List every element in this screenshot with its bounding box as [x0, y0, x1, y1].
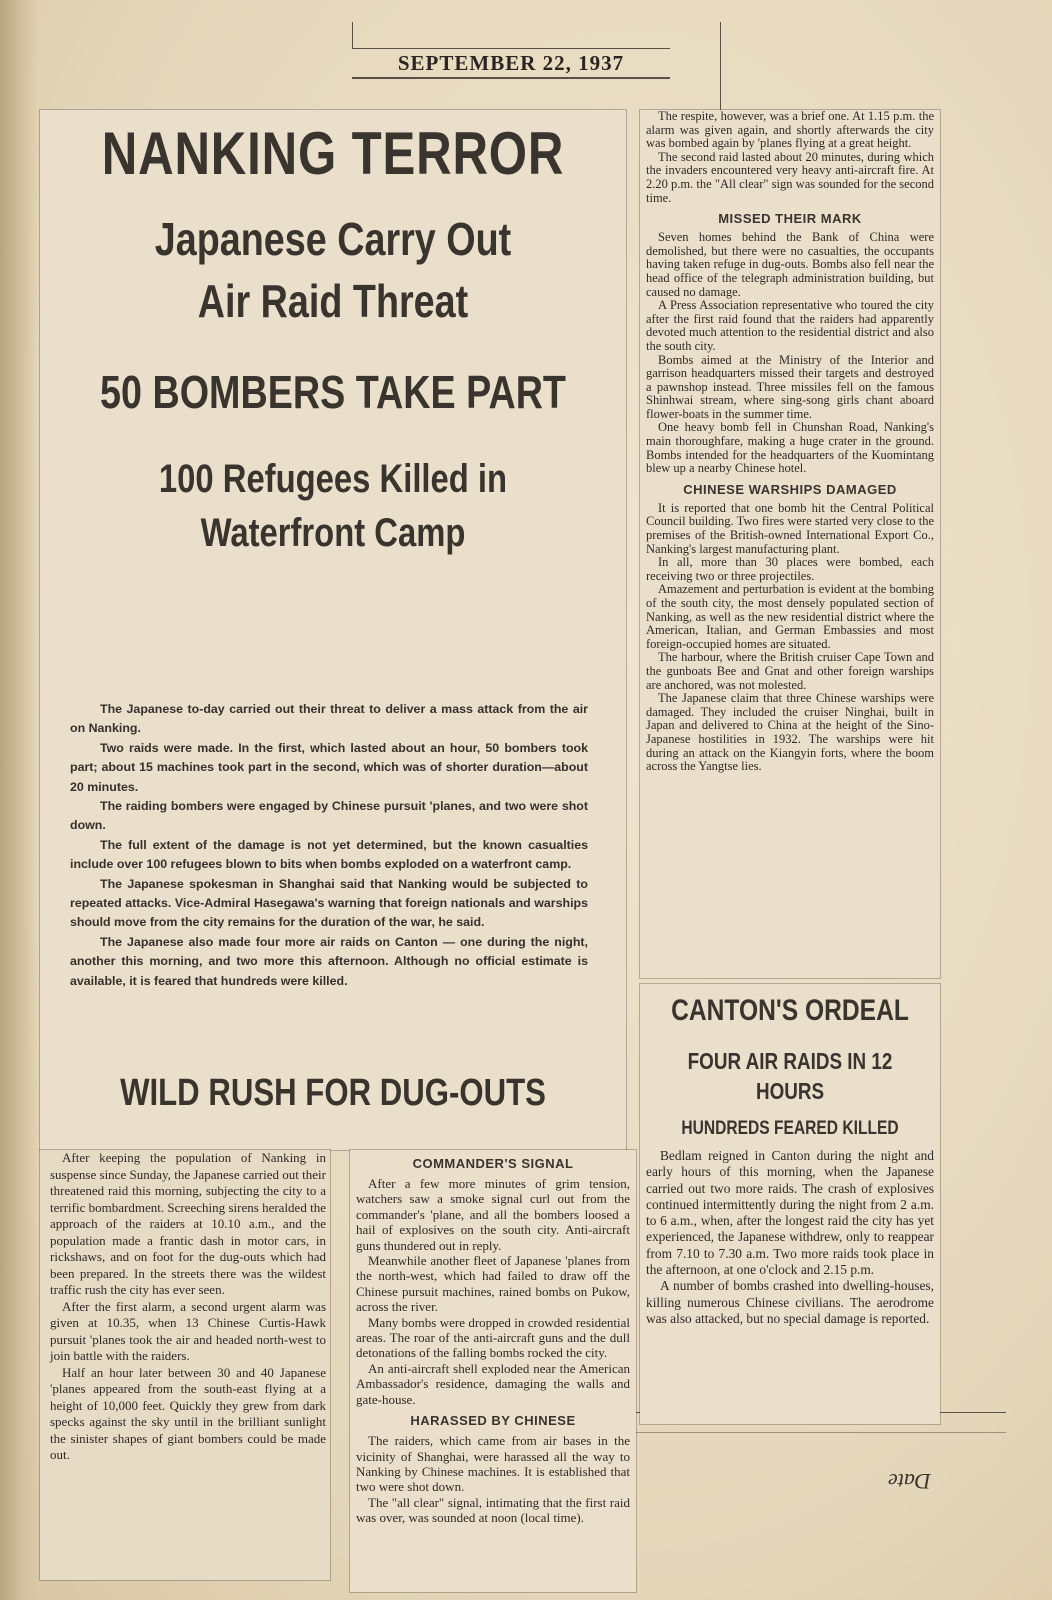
rule-top-left — [352, 22, 353, 48]
warships-subhead: CHINESE WARSHIPS DAMAGED — [683, 481, 897, 497]
dugouts-paragraph: After the first alarm, a second urgent alarm was given at 10.35, when 13 Chinese Curtis-Hawk pursuit 'planes took the air and headed north-west to join battle with the raiders. — [50, 1298, 326, 1363]
canton-clipping — [640, 984, 940, 1424]
canton-headline: CANTON'S ORDEAL — [671, 994, 909, 1027]
main-deck-1-line-2: Air Raid Threat — [197, 275, 469, 327]
missed-mark-paragraph: Seven homes behind the Bank of China were demolished, but there were no casualties, the occupants having taken refuge in dug-outs. Bombs also fell near the head office of the telegraph administration building, but caused no damage. — [646, 230, 934, 299]
canton-deck-line-1: FOUR AIR RAIDS IN 12 — [687, 1048, 893, 1074]
missed-mark-paragraph: Bombs aimed at the Ministry of the Interior and garrison headquarters missed their targets and destroyed a pawnshop instead. Three missiles fell on the famous Shinhwai stream, where sing-song girls chant aboard flower-boats in the summer time. — [646, 352, 934, 421]
right-top-paragraph: The second raid lasted about 20 minutes, during which the invaders encountered very heavy anti-aircraft fire. At 2.20 p.m. the "All clear" sign was sounded for the second time. — [646, 149, 934, 205]
main-deck-3-line-1: 100 Refugees Killed in — [158, 457, 508, 501]
harassed-paragraph: The "all clear" signal, intimating that the first raid was over, was sounded at noon (local time). — [356, 1494, 630, 1526]
main-deck-3-line-2: Waterfront Camp — [200, 511, 466, 555]
harassed-paragraph: The raiders, which came from air bases in the vicinity of Shanghai, were harassed all the way to Nanking by Chinese machines. It is established that two were shot down. — [356, 1433, 630, 1495]
canton-paragraph: A number of bombs crashed into dwelling-houses, killing numerous Chinese civilians. The aerodrome was also attacked, but no special damage is reported. — [646, 1278, 934, 1326]
lead-paragraph: The Japanese spokesman in Shanghai said that Nanking would be subjected to repeated attacks. Vice-Admiral Hasegawa's warning that foreign nationals and warships should move from the city remains for the duration of the war, he said. — [70, 876, 588, 930]
dugouts-paragraph: After keeping the population of Nanking in suspense since Sunday, the Japanese carried out their threatened raid this morning, subjecting the city to a terrific bombardment. Screeching sirens heralded the approach of the raiders at 10.10 a.m., and the population made a frantic dash in motor cars, in rickshaws, and on foot for the dug-outs which had been prepared. In the streets there was the wildest traffic rush the city has ever seen. — [50, 1150, 326, 1297]
lead-paragraph: The full extent of the damage is not yet determined, but the known casualties include over 100 refugees blown to bits when bombs exploded on a waterfront camp. — [70, 837, 588, 872]
dugouts-col2-paragraph: An anti-aircraft shell exploded near the American Ambassador's residence, damaging the walls and gate-house. — [356, 1360, 630, 1407]
right-column-clipping — [640, 110, 940, 978]
missed-mark-subhead: MISSED THEIR MARK — [718, 211, 862, 227]
harassed-subhead: HARASSED BY CHINESE — [410, 1413, 576, 1429]
dugouts-column-2 — [350, 1150, 636, 1592]
page-binding-shadow — [0, 0, 38, 1600]
warships-paragraph: Amazement and perturbation is evident at the bombing of the south city, the most densely populated section of Nanking, as well as the new residential district where the American, Italian, and German Embassies and most foreign-occupied homes are situated. — [646, 582, 934, 651]
main-headline: NANKING TERROR — [101, 120, 565, 187]
rule-bottom-right-2 — [634, 1432, 1006, 1433]
commanders-signal-paragraph: After a few more minutes of grim tension, watchers saw a smoke signal curl out from the commander's 'plane, and all the bombers loosed a hail of explosives on the south city. Anti-aircraft guns thundered out in reply. — [356, 1176, 630, 1253]
dugouts-col2-paragraph: Many bombs were dropped in crowded residential areas. The roar of the anti-aircraft guns and the dull detonations of the falling bombs rocked the city. — [356, 1314, 630, 1361]
rule-top-right — [720, 22, 721, 110]
main-article-clipping — [40, 110, 626, 1150]
dateline: SEPTEMBER 22, 1937 — [352, 48, 670, 79]
lead-paragraph: Two raids were made. In the first, which lasted about an hour, 50 bombers took part; about 15 machines took part in the second, which was of shorter duration—about 20 minutes. — [70, 740, 588, 794]
right-top-paragraph: The respite, however, was a brief one. At 1.15 p.m. the alarm was given again, and shortly afterwards the city was bombed again by 'planes flying at a great height. — [646, 109, 934, 151]
warships-paragraph: In all, more than 30 places were bombed, each receiving two or three projectiles. — [646, 555, 934, 583]
commanders-signal-subhead: COMMANDER'S SIGNAL — [412, 1156, 574, 1171]
warships-paragraph: The Japanese claim that three Chinese warships were damaged. They included the cruiser Ninghai, built in Japan and delivered to China at the height of the Sino-Japanese hostilities in 1932. The warships were hit during an attack on the Kiangyin forts, where the boom across the Yangtse lies. — [646, 691, 934, 774]
canton-deck-line-2: HOURS — [755, 1078, 825, 1104]
missed-mark-paragraph: One heavy bomb fell in Chunshan Road, Nanking's main thoroughfare, making a huge crater in the ground. Bombs intended for the headquarters of the Kuomintang blew up a nearby Chinese hotel. — [646, 420, 934, 476]
lead-paragraph: The Japanese also made four more air raids on Canton — one during the night, another this morning, and two more this afternoon. Although no official estimate is available, it is feared that hundreds were killed. — [70, 934, 588, 988]
dugouts-col2-paragraph: Meanwhile another fleet of Japanese 'planes from the north-west, which had failed to draw off the Chinese pursuit machines, rained bombs on Pukow, across the river. — [356, 1253, 630, 1315]
warships-paragraph: The harbour, where the British cruiser Cape Town and the gunboats Bee and Gnat and other foreign warships are anchored, was not molested. — [646, 650, 934, 692]
main-deck-1-line-1: Japanese Carry Out — [154, 213, 512, 265]
lead-paragraph: The raiding bombers were engaged by Chinese pursuit 'planes, and two were shot down. — [70, 799, 588, 833]
canton-paragraph: Bedlam reigned in Canton during the night and early hours of this morning, when the Japanese carried out two more raids. The crash of explosives continued intermittently during the night from 2 a.m. to 6 a.m., when, after the longest raid the city has yet experienced, the Japanese withdrew, only to reappear from 7.10 to 7.30 a.m. Two more raids took place in the afternoon, at one o'clock and 2.15 p.m. — [646, 1148, 934, 1278]
main-deck-2: 50 BOMBERS TAKE PART — [100, 366, 566, 418]
main-lead-text — [70, 700, 588, 991]
canton-deck-2: HUNDREDS FEARED KILLED — [681, 1118, 899, 1139]
warships-paragraph: It is reported that one bomb hit the Central Political Council building. Two fires were started very close to the premises of the British-owned International Export Co., Nanking's largest manufacturing plant. — [646, 500, 934, 556]
dugouts-column-1 — [40, 1150, 330, 1580]
missed-mark-paragraph: A Press Association representative who toured the city after the first raid found that the raiders had apparently devoted much attention to the residential district and also the south city. — [646, 298, 934, 353]
date-stamp: Date — [888, 1469, 931, 1494]
dugouts-paragraph: Half an hour later between 30 and 40 Japanese 'planes appeared from the south-east flying at a height of 10,000 feet. Quickly they grew from dark specks against the sky until in the brilliant sunlight the sinister shapes of giant bombers could be made out. — [50, 1364, 326, 1462]
lead-paragraph: The Japanese to-day carried out their threat to deliver a mass attack from the air on Nanking. — [70, 702, 588, 736]
dugouts-headline: WILD RUSH FOR DUG-OUTS — [120, 1072, 546, 1114]
